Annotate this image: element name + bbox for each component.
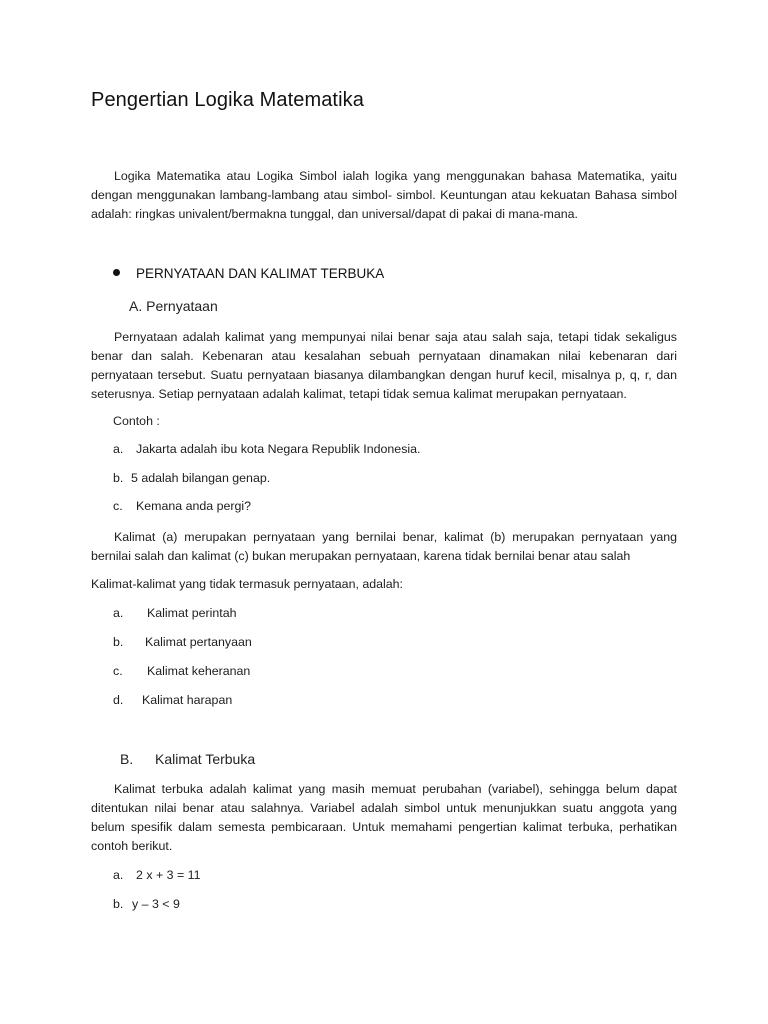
section-a-line: benar dan salah. Kebenaran atau kesalahan sebuah pernyataan dinamakan nilai kebenaran dari — [91, 349, 677, 363]
equation-text: y – 3 < 9 — [132, 897, 180, 911]
example-text: 5 adalah bilangan genap. — [131, 471, 271, 485]
non-statement-text: Kalimat pertanyaan — [145, 635, 252, 649]
list-marker: c. — [113, 664, 123, 678]
intro-line: adalah: ringkas univalent/bermakna tunggal, dan universal/dapat di pakai di mana-mana. — [91, 207, 578, 221]
example-text: Jakarta adalah ibu kota Negara Republik Indonesia. — [136, 442, 421, 456]
subsection-a-heading: A. Pernyataan — [129, 298, 218, 314]
non-statement-text: Kalimat harapan — [142, 693, 233, 707]
list-marker: a. — [113, 868, 124, 882]
subsection-b-title: Kalimat Terbuka — [155, 751, 256, 767]
non-statement-item — [113, 693, 232, 707]
intro-line: Logika Matematika atau Logika Simbol ialah logika yang menggunakan bahasa Matematika, yaitu — [114, 169, 677, 183]
example-item — [113, 499, 251, 513]
bullet-icon — [113, 269, 120, 276]
section-a-line: Pernyataan adalah kalimat yang mempunyai nilai benar saja atau salah saja, tetapi tidak sekaligus — [114, 330, 677, 344]
non-statement-item — [113, 664, 250, 678]
equation-text: 2 x + 3 = 11 — [136, 868, 201, 882]
contoh-label: Contoh : — [113, 414, 160, 428]
section-b-line: Kalimat terbuka adalah kalimat yang masih memuat perubahan (variabel), sehingga belum dapat — [114, 782, 677, 796]
non-statement-text: Kalimat keheranan — [147, 664, 251, 678]
open-sentence-example — [113, 868, 201, 882]
list-marker: b. — [113, 471, 124, 485]
subsection-b-marker: B. — [120, 751, 134, 767]
list-marker: d. — [113, 693, 124, 707]
section-heading — [113, 266, 384, 281]
section-heading-text: PERNYATAAN DAN KALIMAT TERBUKA — [136, 266, 385, 281]
non-statement-text: Kalimat perintah — [147, 606, 237, 620]
list-marker: b. — [113, 635, 124, 649]
example-item — [113, 442, 420, 456]
explanation-line: Kalimat (a) merupakan pernyataan yang bernilai benar, kalimat (b) merupakan pernyataan yang — [114, 530, 677, 544]
list-marker: a. — [113, 606, 124, 620]
list-marker: c. — [113, 499, 123, 513]
list-marker: a. — [113, 442, 124, 456]
section-b-line: belum spesifik dalam semesta pembicaraan. Untuk memahami pengertian kalimat terbuka, perhatikan — [91, 820, 677, 834]
example-item — [113, 471, 270, 485]
section-a-line: pernyataan tersebut. Suatu pernyataan biasanya dilambangkan dengan huruf kecil, misalnya p, q, r, dan — [91, 368, 677, 382]
section-b-line: ditentukan nilai benar atau salahnya. Variabel adalah simbol untuk menunjukkan suatu anggota yang — [91, 801, 677, 815]
section-a-paragraph — [91, 328, 677, 404]
explanation-line: bernilai salah dan kalimat (c) bukan merupakan pernyataan, karena tidak bernilai benar atau salah — [91, 549, 631, 563]
open-sentence-example — [113, 897, 180, 911]
non-statement-item — [113, 606, 237, 620]
page-title: Pengertian Logika Matematika — [91, 89, 364, 111]
example-text: Kemana anda pergi? — [136, 499, 252, 513]
section-b-paragraph — [91, 780, 677, 856]
section-a-line: seterusnya. Setiap pernyataan adalah kalimat, tetapi tidak semua kalimat merupakan pernyataan. — [91, 387, 627, 401]
list-marker: b. — [113, 897, 124, 911]
explanation-paragraph — [91, 528, 677, 566]
intro-line: dengan menggunakan lambang-lambang atau simbol- simbol. Keuntungan atau kekuatan Bahasa simbol — [91, 188, 677, 202]
non-statement-label: Kalimat-kalimat yang tidak termasuk pernyataan, adalah: — [91, 577, 403, 591]
section-b-line: contoh berikut. — [91, 839, 173, 853]
subsection-b-heading — [120, 751, 255, 767]
non-statement-item — [113, 635, 252, 649]
intro-paragraph — [91, 167, 677, 224]
